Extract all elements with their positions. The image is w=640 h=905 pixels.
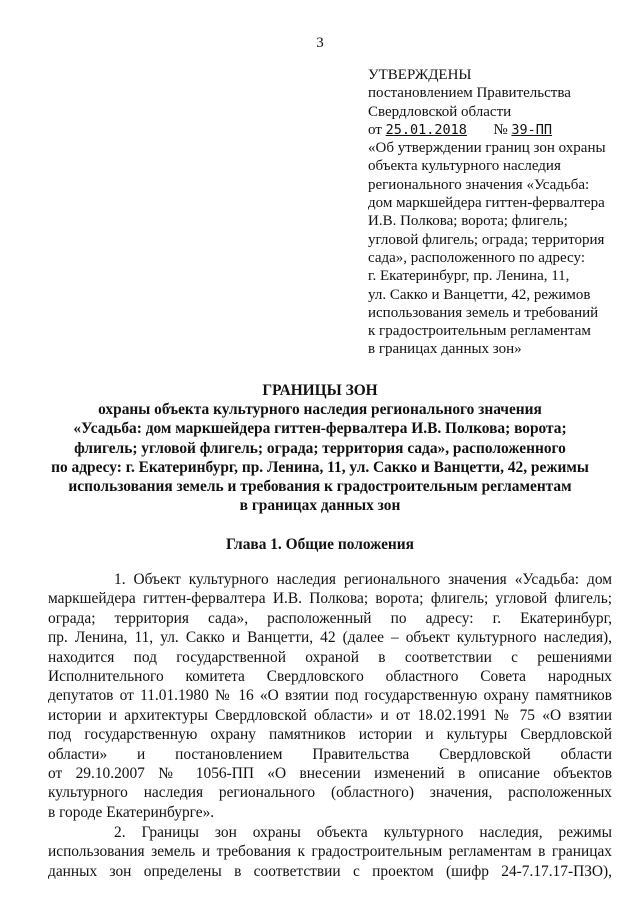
heading-line: по адресу: г. Екатеринбург, пр. Ленина, 11, ул. Сакко и Ванцетти, 42, режимы [51,458,589,476]
paragraph-line: от 29.10.2007 № 1056-ПП «О внесении изменений в описание объектов [48,765,612,783]
paragraph-line: истории и архитектуры Свердловской области» и от 18.02.1991 № 75 «О взятии [48,706,612,724]
approval-number: 39-ПП [511,121,553,138]
paragraph-line: депутатов от 11.01.1980 № 16 «О взятии под государственную охрану памятников [48,687,612,705]
paragraph-1 [48,570,612,822]
approval-subject-line: сада», расположенного по адресу: [368,249,585,266]
approval-subject [368,139,618,359]
approval-subject-line: И.В. Полкова; ворота; флигель; [368,213,568,230]
approval-line-2: Свердловской области [368,103,512,120]
paragraph-line: Исполнительного комитета Свердловского областного Совета народных [48,668,612,686]
approval-subject-line: регионального значения «Усадьба: [368,176,590,193]
approval-subject-line: дом маркшейдера гиттен-фервалтера [368,195,605,212]
paragraph-2 [48,823,612,881]
approval-subject-line: г. Екатеринбург, пр. Ленина, 11, [368,268,570,285]
approval-subject-line: объекта культурного наследия [368,158,561,175]
number-prefix: № [493,121,508,138]
page-number: 3 [316,35,324,51]
paragraph-line: находится под государственной охраной в соответствии с решениями [48,648,612,666]
approval-subject-line: угловой флигель; ограда; территория [368,231,605,248]
approval-subject-line: к градостроительным регламентам [368,323,591,340]
paragraph-line: 1. Объект культурного наследия регионального значения «Усадьба: дом [114,571,612,588]
document-heading [0,381,640,515]
heading-line: флигель; угловой флигель; ограда; территория сада», расположенного [74,439,566,457]
paragraph-line: маркшейдера гиттен-фервалтера И.В. Полкова; ворота; флигель; угловой флигель; [48,590,612,608]
approval-subject-line: ул. Сакко и Ванцетти, 42, режимов [368,286,591,303]
paragraph-line: ограда; территория сада», расположенный по адресу: г. Екатеринбург, [48,609,612,627]
approval-block [368,66,618,359]
approval-date: 25.01.2018 [385,121,467,138]
chapter-title: Глава 1. Общие положения [226,536,414,553]
approval-title: УТВЕРЖДЕНЫ [368,67,472,83]
paragraph-line: данных зон определены в соответствии с проектом (шифр 24-7.17.17-ПЗО), [48,862,612,880]
paragraph-line: использования земель и требования к градостроительным регламентам в границах [48,843,612,861]
heading-line: «Усадьба: дом маркшейдера гиттен-фервалтера И.В. Полкова; ворота; [73,420,567,438]
heading-line: в границах данных зон [239,497,401,515]
paragraph-line: под государственную охрану памятников истории и культуры Свердловской [48,726,612,744]
approval-line-1: постановлением Правительства [368,85,571,102]
paragraph-line: области» и постановлением Правительства Свердловской области [48,745,612,763]
paragraph-line: пр. Ленина, 11, ул. Сакко и Ванцетти, 42 (далее – объект культурного наследия), [48,629,612,647]
approval-subject-line: «Об утверждении границ зон охраны [368,140,606,157]
paragraph-line: культурного наследия регионального (областного) значения, расположенных [48,784,612,802]
approval-subject-line: в границах данных зон» [368,341,522,358]
paragraph-line: в городе Екатеринбурге». [48,803,215,821]
paragraph-line: 2. Границы зон охраны объекта культурного наследия, режимы [114,824,612,841]
heading-title: ГРАНИЦЫ ЗОН [262,382,378,399]
date-prefix: от [368,121,382,138]
heading-line: использования земель и требования к градостроительным регламентам [68,478,572,496]
heading-line: охраны объекта культурного наследия регионального значения [98,401,542,419]
approval-date-line [368,121,618,139]
approval-subject-line: использования земель и требований [368,304,599,321]
